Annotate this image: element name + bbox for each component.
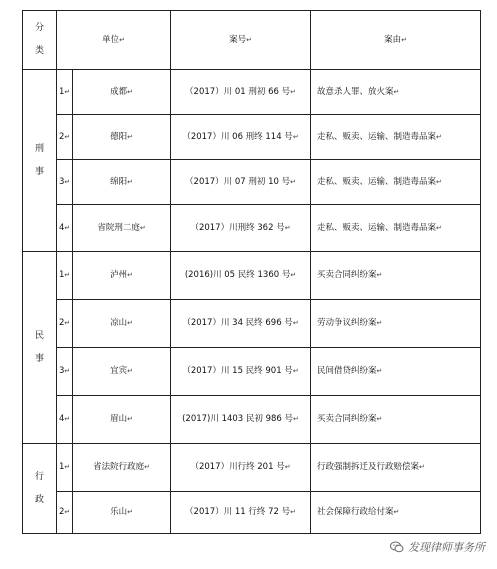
paragraph-mark: ↵ (127, 177, 133, 186)
row-case-no (171, 444, 311, 492)
row-number (57, 300, 73, 348)
row-case-no (171, 70, 311, 115)
row-unit (73, 252, 171, 300)
section-category (23, 252, 57, 444)
row-case-no (171, 492, 311, 534)
paragraph-mark: ↵ (127, 415, 133, 423)
watermark (390, 539, 485, 555)
row-case-no-text: （2017）川 06 刑终 114 号 (182, 131, 293, 142)
row-reason-text: 买卖合同纠纷案 (317, 270, 377, 280)
paragraph-mark: ↵ (284, 223, 291, 232)
row-case-no-text: （2017）川行终 201 号 (190, 462, 285, 472)
paragraph-mark: ↵ (393, 87, 400, 96)
row-unit (73, 70, 171, 115)
paragraph-mark: ↵ (290, 508, 296, 516)
row-case-no (171, 396, 311, 444)
paragraph-mark: ↵ (127, 132, 133, 141)
section-category-char: 刑 (34, 143, 44, 154)
row-case-no (171, 205, 311, 252)
row-reason-text: 走私、贩卖、运输、制造毒品案 (317, 131, 437, 142)
table-row (23, 70, 481, 115)
paragraph-mark: ↵ (290, 87, 296, 96)
row-case-no-text: （2017）川 07 刑初 10 号 (185, 176, 291, 187)
row-case-no-text: （2017）川 11 行终 72 号 (185, 507, 291, 517)
paragraph-mark: ↵ (292, 367, 299, 375)
paragraph-mark: ↵ (376, 271, 383, 279)
section-category-char: 事 (34, 166, 44, 177)
row-unit-text: 省法院行政庭 (93, 462, 145, 472)
table-header-row (23, 11, 481, 70)
row-case-no (171, 160, 311, 205)
table-row (23, 348, 481, 396)
row-case-no-text: (2016)川 05 民终 1360 号 (184, 270, 291, 280)
table-row (23, 160, 481, 205)
paragraph-mark: ↵ (292, 132, 299, 141)
paragraph-mark: ↵ (127, 87, 133, 96)
paragraph-mark: ↵ (64, 271, 71, 279)
row-reason (311, 160, 481, 205)
row-reason (311, 444, 481, 492)
section-category (23, 70, 57, 252)
row-unit-text: 乐山 (110, 507, 128, 517)
paragraph-mark: ↵ (436, 177, 442, 186)
row-case-no (171, 115, 311, 160)
paragraph-mark: ↵ (436, 132, 442, 141)
table-row (23, 115, 481, 160)
row-reason-text: 社会保障行政给付案 (317, 507, 394, 517)
row-number (57, 115, 73, 160)
row-number-text: 3 (59, 366, 65, 376)
paragraph-mark: ↵ (127, 271, 133, 279)
row-number (57, 348, 73, 396)
row-number (57, 160, 73, 205)
header-reason: 案由↵ (311, 11, 481, 70)
case-table (22, 10, 481, 534)
row-unit (73, 160, 171, 205)
row-number (57, 252, 73, 300)
row-number (57, 492, 73, 534)
row-case-no-text: (2017)川 1403 民初 986 号 (182, 414, 294, 424)
section-category-char: 民 (34, 330, 44, 341)
paragraph-mark: ↵ (290, 177, 296, 186)
row-case-no (171, 300, 311, 348)
row-unit (73, 492, 171, 534)
row-number-text: 1 (59, 462, 65, 472)
paragraph-mark: ↵ (284, 463, 291, 471)
paragraph-mark: ↵ (64, 87, 71, 96)
table-row (23, 396, 481, 444)
row-number-text: 4 (59, 222, 65, 233)
row-reason-text: 民间借贷纠纷案 (317, 366, 377, 376)
section-category-char: 事 (34, 353, 44, 364)
row-number-text: 3 (59, 176, 65, 187)
paragraph-mark: ↵ (64, 223, 71, 232)
paragraph-mark: ↵ (64, 415, 71, 423)
row-number (57, 70, 73, 115)
paragraph-mark: ↵ (393, 508, 400, 516)
row-unit (73, 348, 171, 396)
row-reason-text: 行政强制拆迁及行政赔偿案 (317, 462, 420, 472)
row-number-text: 2 (59, 131, 65, 142)
row-number-text: 2 (59, 318, 65, 328)
header-category-line-2: 类 (34, 46, 44, 56)
row-unit-text: 眉山 (110, 414, 128, 424)
header-category (23, 11, 57, 70)
row-number (57, 396, 73, 444)
row-case-no (171, 348, 311, 396)
section-category (23, 444, 57, 534)
watermark-text: 发现律师事务所 (408, 541, 485, 554)
row-unit-text: 绵阳 (110, 176, 128, 187)
row-unit (73, 300, 171, 348)
row-reason-text: 买卖合同纠纷案 (317, 414, 377, 424)
row-number-text: 2 (59, 507, 65, 517)
row-case-no-text: （2017）川 01 刑初 66 号 (185, 86, 291, 97)
row-number (57, 205, 73, 252)
row-unit (73, 444, 171, 492)
row-unit-text: 凉山 (110, 318, 128, 328)
table-row (23, 444, 481, 492)
paragraph-mark: ↵ (376, 415, 383, 423)
paragraph-mark: ↵ (64, 132, 71, 141)
paragraph-mark: ↵ (293, 415, 299, 423)
row-unit-text: 省院刑二庭 (97, 222, 140, 233)
wechat-icon (390, 541, 404, 553)
row-reason (311, 300, 481, 348)
paragraph-mark: ↵ (127, 508, 133, 516)
row-reason-text: 走私、贩卖、运输、制造毒品案 (317, 222, 437, 233)
row-number-text: 4 (59, 414, 65, 424)
section-category-char: 政 (34, 494, 44, 505)
row-unit-text: 泸州 (110, 270, 128, 280)
paragraph-mark: ↵ (64, 177, 71, 186)
row-reason (311, 492, 481, 534)
row-unit (73, 115, 171, 160)
section-category-char: 行 (34, 471, 44, 482)
row-reason (311, 396, 481, 444)
row-reason-text: 走私、贩卖、运输、制造毒品案 (317, 176, 437, 187)
row-reason (311, 115, 481, 160)
paragraph-mark: ↵ (436, 223, 442, 232)
row-case-no-text: （2017）川 34 民终 696 号 (182, 318, 293, 328)
paragraph-mark: ↵ (127, 319, 133, 327)
row-reason (311, 205, 481, 252)
row-number-text: 1 (59, 270, 65, 280)
paragraph-mark: ↵ (292, 319, 299, 327)
paragraph-mark: ↵ (290, 271, 297, 279)
table-row (23, 252, 481, 300)
paragraph-mark: ↵ (144, 463, 150, 471)
row-number (57, 444, 73, 492)
row-number-text: 1 (59, 86, 65, 97)
row-reason (311, 348, 481, 396)
table-row (23, 300, 481, 348)
row-unit-text: 宜宾 (110, 366, 128, 376)
paragraph-mark: ↵ (139, 223, 146, 232)
paragraph-mark: ↵ (376, 319, 383, 327)
paragraph-mark: ↵ (64, 367, 71, 375)
paragraph-mark: ↵ (64, 463, 71, 471)
row-case-no (171, 252, 311, 300)
header-unit: 单位↵ (57, 11, 171, 70)
paragraph-mark: ↵ (127, 367, 133, 375)
row-case-no-text: （2017）川刑终 362 号 (190, 222, 285, 233)
row-unit-text: 德阳 (110, 131, 128, 142)
paragraph-mark: ↵ (376, 367, 383, 375)
paragraph-mark: ↵ (64, 508, 71, 516)
row-reason (311, 252, 481, 300)
row-reason-text: 故意杀人罪、放火案 (317, 86, 394, 97)
row-reason-text: 劳动争议纠纷案 (317, 318, 377, 328)
header-category-line-1: 分 (34, 23, 44, 33)
row-reason (311, 70, 481, 115)
row-unit (73, 205, 171, 252)
header-case-no: 案号↵ (171, 11, 311, 70)
paragraph-mark: ↵ (64, 319, 71, 327)
table-row (23, 205, 481, 252)
row-case-no-text: （2017）川 15 民终 901 号 (182, 366, 293, 376)
table-row (23, 492, 481, 534)
paragraph-mark: ↵ (419, 463, 425, 471)
row-unit-text: 成都 (110, 86, 128, 97)
row-unit (73, 396, 171, 444)
